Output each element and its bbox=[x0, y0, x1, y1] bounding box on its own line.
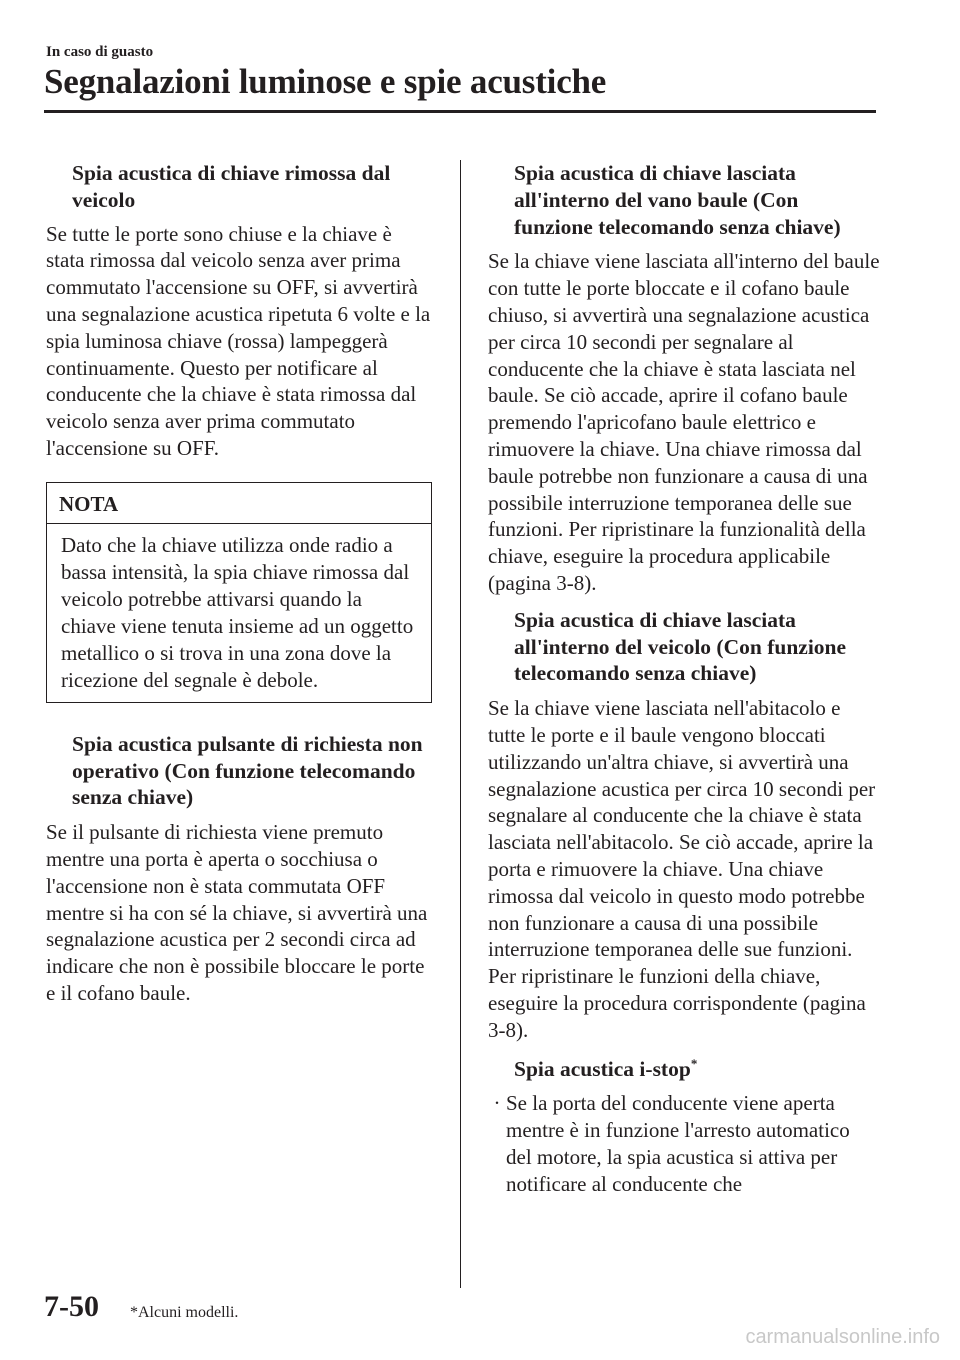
page-title: Segnalazioni luminose e spie acustiche bbox=[44, 62, 607, 101]
bullet-text: Se la porta del conducente viene aperta mentre è in funzione l'arresto automatico del motore, la spia acustica si attiva per notificare al conducente che bbox=[506, 1091, 850, 1196]
watermark: carmanualsonline.info bbox=[745, 1326, 940, 1348]
page-number: 7-50 bbox=[44, 1290, 99, 1323]
left-column bbox=[46, 160, 432, 1007]
paragraph-request-switch: Se il pulsante di richiesta viene premuto mentre una porta è aperta o socchiusa o l'accensione non è stata commutata OFF mentre si ha con sé la chiave, si avvertirà una segnalazione acustica per 2 secondi circa ad indicare che non è possibile bloccare le porte e il cofano baule. bbox=[46, 820, 428, 1005]
right-column bbox=[488, 160, 880, 1197]
heading-key-in-trunk: Spia acustica di chiave lasciata all'interno del vano baule (Con funzione telecomando senza chiave) bbox=[514, 161, 841, 239]
header-rule bbox=[44, 110, 876, 113]
note-box bbox=[46, 482, 432, 703]
list-item bbox=[488, 1090, 880, 1197]
paragraph-key-in-vehicle: Se la chiave viene lasciata nell'abitacolo e tutte le porte e il baule vengono bloccati utilizzando un'altra chiave, si avvertirà una segnalazione acustica per circa 10 secondi per segnalare al conducente che la chiave è stata lasciata nell'abitacolo. Se ciò accade, aprire la porta e rimuovere la chiave. Una chiave rimossa dal veicolo in questo modo potrebbe non funzionare a causa di una possibile interruzione temporanea delle sue funzioni. Per ripristinare le funzioni della chiave, eseguire la procedura corrispondente (pagina 3-8). bbox=[488, 696, 876, 1042]
section-label: In caso di guasto bbox=[46, 44, 154, 60]
heading-i-stop-text: Spia acustica i-stop bbox=[514, 1056, 691, 1081]
bullet-marker: · bbox=[493, 1091, 501, 1116]
note-title: NOTA bbox=[47, 483, 431, 524]
paragraph-key-removed: Se tutte le porte sono chiuse e la chiave è stata rimossa dal veicolo senza aver prima commutato l'accensione su OFF, si avvertirà una segnalazione acustica ripetuta 6 volte e la spia luminosa chiave (rossa) lampeggerà continuamente. Questo per notificare al conducente che la chiave è stata rimossa dal veicolo senza aver prima commutato l'accensione su OFF. bbox=[46, 221, 431, 460]
heading-request-switch: Spia acustica pulsante di richiesta non operativo (Con funzione telecomando senza chiave) bbox=[72, 731, 423, 810]
footnote: *Alcuni modelli. bbox=[130, 1304, 239, 1321]
footnote-mark: * bbox=[690, 1055, 698, 1071]
column-divider bbox=[460, 160, 461, 1288]
note-text: Dato che la chiave utilizza onde radio a bassa intensità, la spia chiave rimossa dal veicolo potrebbe attivarsi quando la chiave viene tenuta insieme ad un oggetto metallico o si trova in una zona dove la ricezione del segnale è debole. bbox=[61, 532, 414, 692]
paragraph-key-in-trunk: Se la chiave viene lasciata all'interno del baule con tutte le porte bloccate e il cofano baule chiuso, si avvertirà una segnalazione acustica per circa 10 secondi per segnalare al conducente che la chiave è stata lasciata nel baule. Se ciò accade, aprire il cofano baule premendo l'apricofano baule elettrico e rimuovere la chiave. Una chiave rimossa dal baule potrebbe non funzionare a causa di una possibile interruzione temporanea delle sue funzioni. Per ripristinare la funzionalità della chiave, eseguire la procedura applicabile (pagina 3-8). bbox=[488, 249, 880, 595]
heading-i-stop bbox=[488, 1056, 880, 1083]
heading-key-removed: Spia acustica di chiave rimossa dal veicolo bbox=[72, 161, 391, 212]
heading-key-in-vehicle: Spia acustica di chiave lasciata all'interno del veicolo (Con funzione telecomando senza chiave) bbox=[514, 607, 847, 686]
